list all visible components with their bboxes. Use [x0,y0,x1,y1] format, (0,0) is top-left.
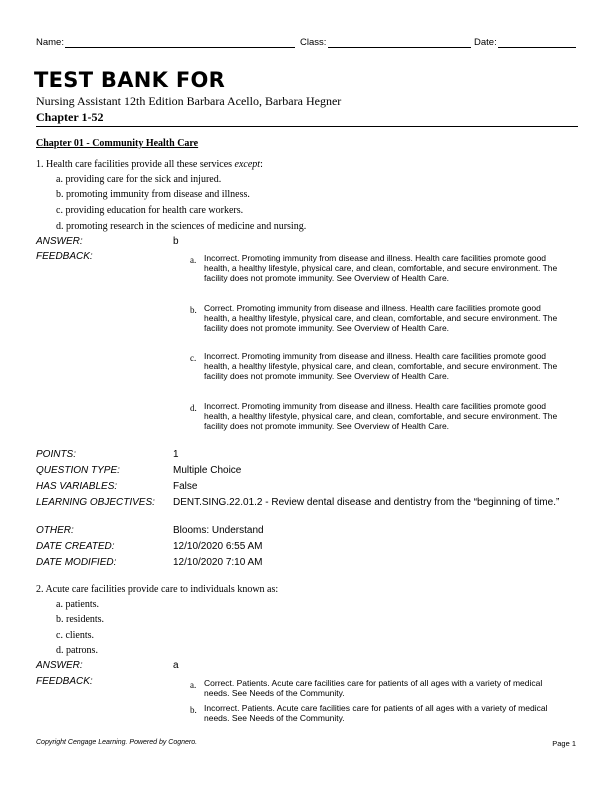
question-2-stem: 2. Acute care facilities provide care to individuals known as: [36,584,279,595]
q2-answer-value: a [173,660,179,671]
q1-feedback-label: FEEDBACK: [36,251,93,262]
q1-meta-value: 12/10/2020 7:10 AM [173,557,263,568]
footer-copyright: Copyright Cengage Learning. Powered by Cognero. [36,739,198,746]
q1-meta-label: OTHER: [36,525,74,536]
name-line [65,47,295,48]
q1-meta-label: POINTS: [36,449,77,460]
name-label: Name: [36,37,64,48]
q2-option-a: a. patients. [56,599,100,610]
question-1-stem: 1. Health care facilities provide all these services except: [36,159,263,170]
q1-option-d: d. promoting research in the sciences of medicine and nursing. [56,221,307,232]
q1-meta-label: DATE MODIFIED: [36,557,117,568]
q1-meta-value: 12/10/2020 6:55 AM [173,541,263,552]
q1-meta-label: QUESTION TYPE: [36,465,120,476]
q1-option-b: b. promoting immunity from disease and illness. [56,189,250,200]
q1-answer-label: ANSWER: [36,236,83,247]
q1-meta-value: DENT.SING.22.01.2 - Review dental disease and dentistry from the “beginning of time.” [173,497,560,508]
q1-meta-value: 1 [173,449,179,460]
q1-option-a: a. providing care for the sick and injured. [56,174,222,185]
header-fields [36,37,576,51]
date-line [498,47,576,48]
chapter-heading: Chapter 01 - Community Health Care [36,138,199,149]
q2-option-b: b. residents. [56,614,105,625]
q1-meta-label: LEARNING OBJECTIVES: [36,497,155,508]
q1-meta-value: Multiple Choice [173,465,242,476]
q2-option-c: c. clients. [56,630,95,641]
q2-answer-label: ANSWER: [36,660,83,671]
q1-meta-label: DATE CREATED: [36,541,115,552]
title-divider [36,126,578,127]
q1-meta-value: False [173,481,198,492]
document-page: Name: Class: Date: TEST BANK FOR Nursing Assistant 12th Edition Barbara Acello, Barbara Hegner Chapter 1-52 Chapter 01 - Community Health Care 1. Health care facilities provide all these services except: a. providing care for the sick and injured. b. promoting immunity from disease and illness. c. providing education for health care workers. d. promoting research in the sciences of medicine and nursing. ANSWER: b FEEDBACK: a. Incorrect. Promoting immunity from disease and illness. Health care facilities promote good health, a healthy lifestyle, physical care, and clean, comfortable, and secure environment. The facility does not promote immunity. See Overview of Health Care. b. Correct. Promoting immunity from disease and illness. Health care facilities promote good health, a healthy lifestyle, physical care, and clean, comfortable, and secure environment. The facility does not promote immunity. See Overview of Health Care. c. Incorrect. Promoting immunity from disease and illness. Health care facilities promote good health, a healthy lifestyle, physical care, and clean, comfortable, and secure environment. The facility does not promote immunity. See Overview of Health Care. d. Incorrect. Promoting immunity from disease and illness. Health care facilities promote good health, a healthy lifestyle, physical care, and clean, comfortable, and secure environment. The facility does not promote immunity. See Overview of Health Care. POINTS: 1 QUESTION TYPE: Multiple Choice HAS VARIABLES: False LEARNING OBJECTIVES: DENT.SING.22.01.2 - Review dental disease and dentistry from the “beginning of time.” OTHER: Blooms: Understand DATE CREATED: 12/10/2020 6:55 AM DATE MODIFIED: 12/10/2020 7:10 AM 2. Acute care facilities provide care to individuals known as: a. patients. b. residents. c. clients. d. patrons. ANSWER: a FEEDBACK: a. Correct. Patients. Acute care facilities care for patients of all ages with a variety of medical needs. See Needs of the Community. b. Incorrect. Patients. Acute care facilities care for patients of all ages with a variety of medical needs. See Needs of the Community. Copyright Cengage Learning. Powered by Cognero. Page 1 [34,37,576,748]
class-label: Class: [300,37,327,48]
class-line [328,47,471,48]
doc-chapters: Chapter 1-52 [36,110,104,124]
q1-meta-value: Blooms: Understand [173,525,264,536]
q1-option-c: c. providing education for health care workers. [56,205,244,216]
q2-feedback-label: FEEDBACK: [36,676,93,687]
date-label: Date: [474,37,497,48]
footer-page-number: Page 1 [552,739,576,748]
q1-answer-value: b [173,236,179,247]
doc-title: TEST BANK FOR [34,68,226,92]
q1-meta-label: HAS VARIABLES: [36,481,118,492]
q2-option-d: d. patrons. [56,645,98,656]
doc-subtitle: Nursing Assistant 12th Edition Barbara Acello, Barbara Hegner [36,94,342,108]
